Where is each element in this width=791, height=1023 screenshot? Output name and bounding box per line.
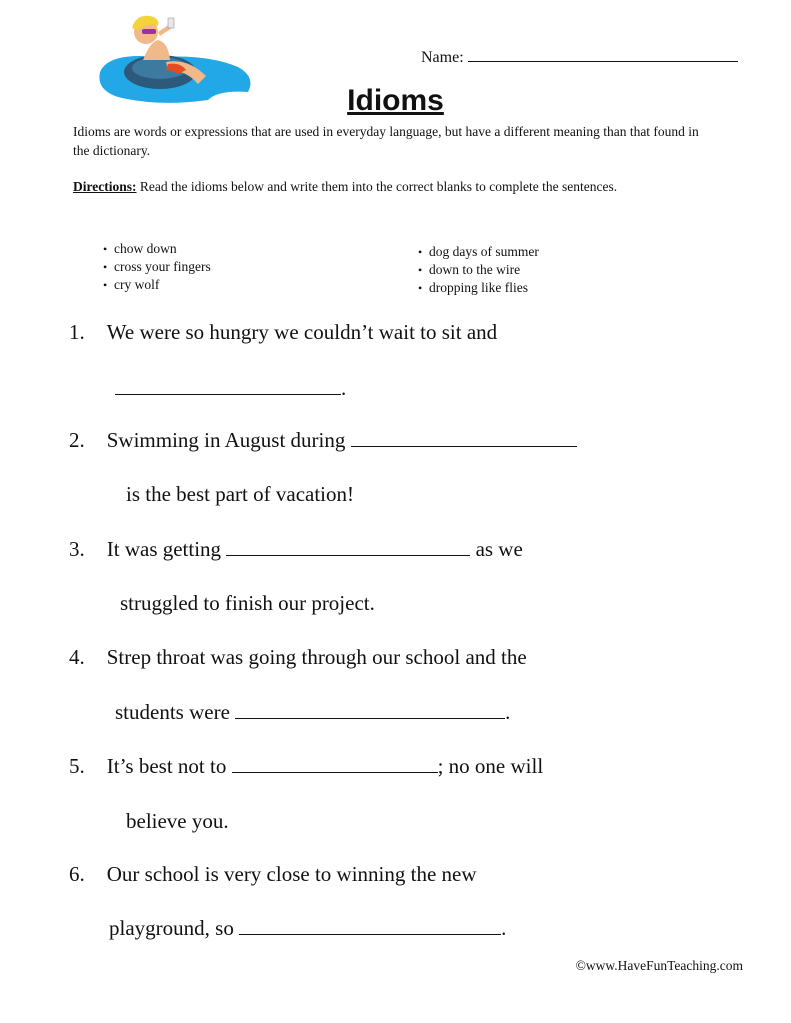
idiom-item: • cry wolf: [103, 276, 211, 294]
idiom-item: • cross your fingers: [103, 258, 211, 276]
question-2: [69, 428, 577, 453]
directions: [73, 177, 713, 196]
question-1: [69, 320, 497, 345]
question-number: 6.: [69, 862, 85, 886]
question-5-line-2: believe you.: [126, 809, 229, 833]
question-1-line-2: [115, 376, 346, 401]
question-number: 4.: [69, 645, 85, 669]
question-number: 1.: [69, 320, 85, 344]
answer-blank[interactable]: [115, 376, 341, 395]
question-text: ; no one will: [437, 754, 544, 778]
idiom-item: • dog days of summer: [418, 243, 539, 261]
question-3: [69, 537, 523, 562]
directions-text: Read the idioms below and write them into the correct blanks to complete the sentences.: [136, 179, 618, 194]
question-4-line-2: [115, 700, 510, 725]
idiom-item: • chow down: [103, 240, 211, 258]
question-3-line-2: struggled to finish our project.: [120, 591, 375, 615]
question-text: Strep throat was going through our school and the: [106, 645, 527, 669]
page-title: Idioms: [347, 84, 444, 117]
question-text: Swimming in August during: [106, 428, 351, 452]
question-6: [69, 862, 477, 887]
question-text: Our school is very close to winning the new: [106, 862, 477, 886]
intro-text: Idioms are words or expressions that are used in everyday language, but have a different meaning than that found in the dictionary.: [73, 124, 699, 158]
name-blank[interactable]: [468, 47, 738, 62]
question-number: 2.: [69, 428, 85, 452]
name-label: Name:: [421, 49, 464, 66]
question-2-line-2: is the best part of vacation!: [126, 482, 355, 506]
question-number: 5.: [69, 754, 85, 778]
name-field[interactable]: [421, 47, 738, 67]
copyright-footer: ©www.HaveFunTeaching.com: [575, 958, 743, 973]
question-5: [69, 754, 543, 779]
question-number: 3.: [69, 537, 85, 561]
directions-label: Directions:: [73, 179, 137, 194]
idiom-item: • dropping like flies: [418, 279, 539, 297]
question-text: .: [341, 376, 347, 400]
question-text: It’s best not to: [106, 754, 232, 778]
idiom-list-right: [418, 243, 539, 297]
question-text: We were so hungry we couldn’t wait to sit and: [106, 320, 498, 344]
question-6-line-2: [109, 916, 506, 941]
question-text: .: [501, 916, 507, 940]
question-text: playground, so: [109, 916, 240, 940]
idiom-item: • down to the wire: [418, 261, 539, 279]
question-text: students were: [115, 700, 236, 724]
question-4: [69, 645, 527, 670]
question-text: It was getting: [106, 537, 227, 561]
idiom-list-left: [103, 240, 211, 294]
answer-blank[interactable]: [232, 754, 438, 773]
question-text: .: [505, 700, 511, 724]
question-text: as we: [470, 537, 523, 561]
answer-blank[interactable]: [226, 537, 470, 556]
answer-blank[interactable]: [351, 428, 577, 447]
answer-blank[interactable]: [239, 916, 501, 935]
answer-blank[interactable]: [235, 700, 505, 719]
